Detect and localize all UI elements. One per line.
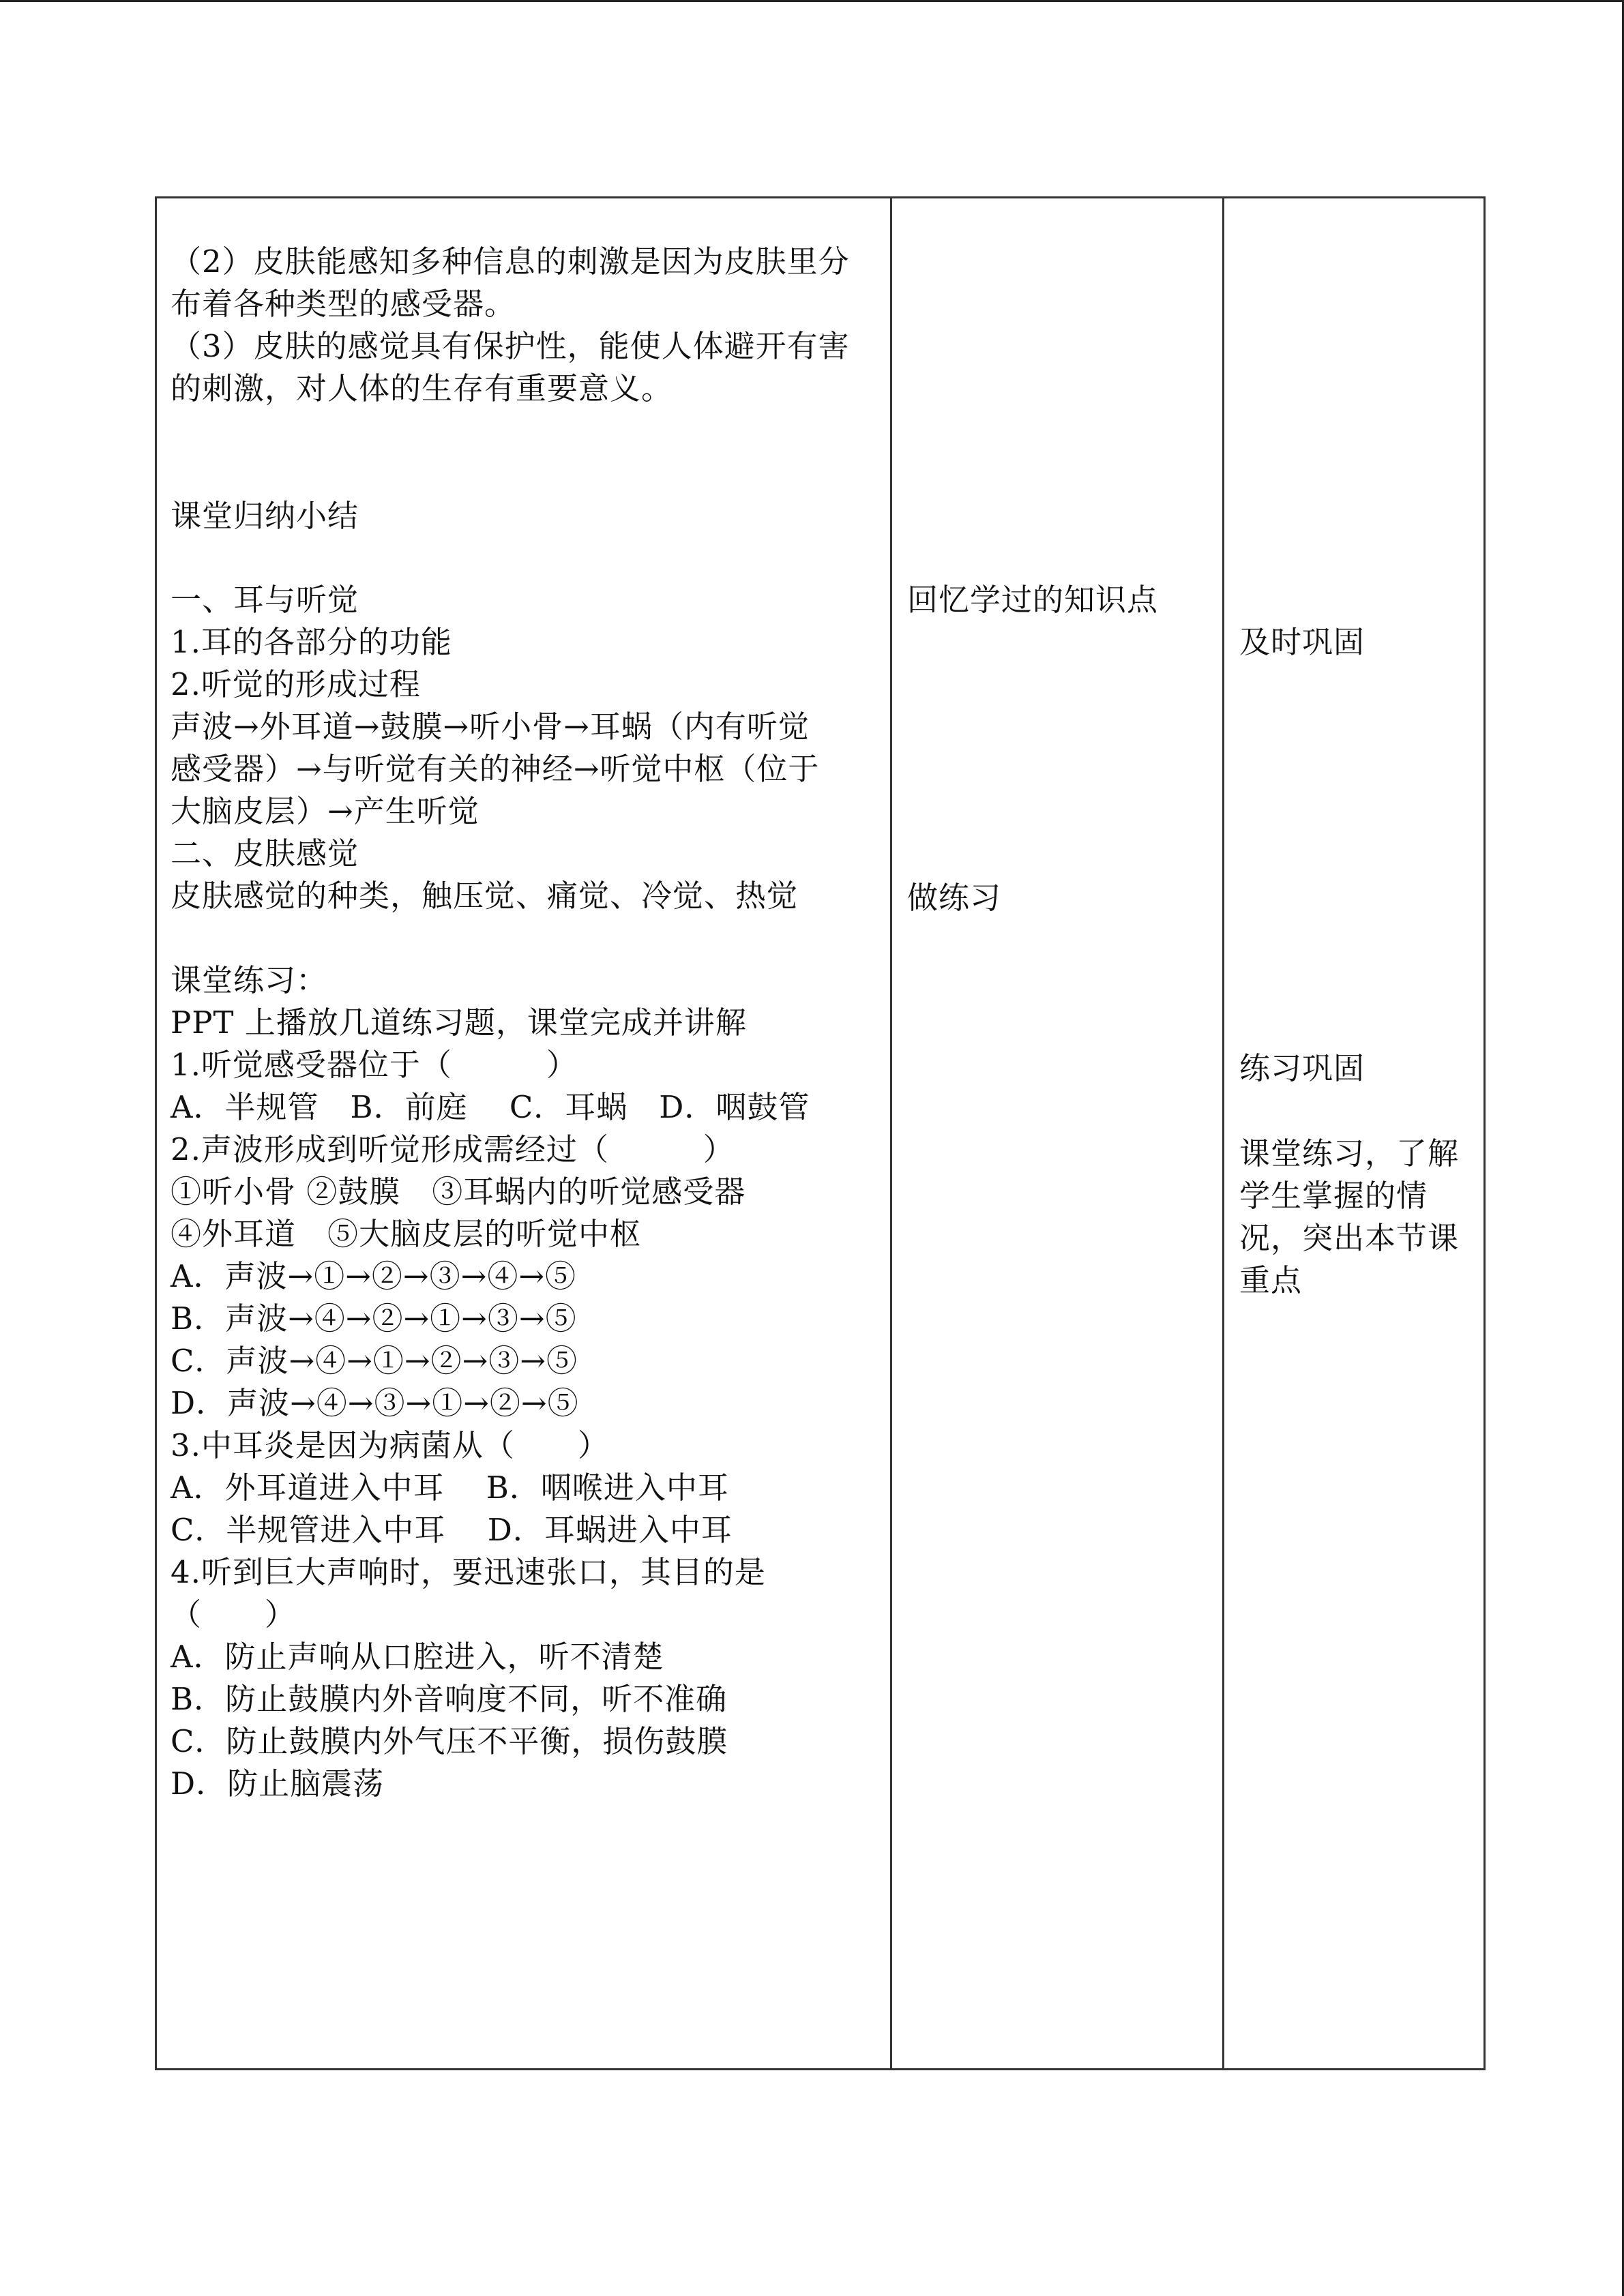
student-activity-cell — [892, 198, 1222, 2068]
section-heading-summary: 课堂归纳小结 — [171, 498, 359, 534]
content-line: 二、皮肤感觉 — [171, 835, 359, 871]
question-line: 4.听到巨大声响时，要迅速张口，其目的是 — [171, 1554, 766, 1590]
intent-line: 及时巩固 — [1239, 624, 1365, 660]
design-intent-cell — [1224, 198, 1486, 2068]
content-line: 感受器）→与听觉有关的神经→听觉中枢（位于 — [171, 751, 820, 787]
intent-line: 课堂练习，了解 — [1239, 1135, 1460, 1172]
lesson-plan-table — [155, 196, 1486, 2070]
question-line: 2.声波形成到听觉形成需经过（ ） — [171, 1131, 735, 1167]
content-line: （2）皮肤能感知多种信息的刺激是因为皮肤里分 — [171, 243, 850, 280]
option-line: B．防止鼓膜内外音响度不同，听不准确 — [171, 1681, 728, 1717]
content-line: （ ） — [171, 1596, 297, 1632]
content-line: 的刺激，对人体的生存有重要意义。 — [171, 370, 673, 406]
intent-line: 况，突出本节课 — [1239, 1220, 1460, 1256]
option-line: C．声波→④→①→②→③→⑤ — [171, 1343, 578, 1379]
section-heading-exercise: 课堂练习： — [171, 962, 328, 998]
intent-line: 学生掌握的情 — [1239, 1178, 1428, 1214]
content-line: 声波→外耳道→鼓膜→听小骨→耳蜗（内有听觉 — [171, 709, 810, 745]
activity-line: 回忆学过的知识点 — [907, 582, 1159, 618]
option-line: B．声波→④→②→①→③→⑤ — [171, 1300, 577, 1337]
page-top-border — [0, 0, 1624, 2]
teaching-content-cell — [157, 198, 890, 2068]
content-line: ④外耳道 ⑤大脑皮层的听觉中枢 — [171, 1216, 642, 1252]
content-line: PPT 上播放几道练习题，课堂完成并讲解 — [171, 1004, 747, 1041]
option-line: C．半规管进入中耳 D．耳蜗进入中耳 — [171, 1512, 733, 1548]
intent-line: 重点 — [1239, 1262, 1303, 1298]
option-line: D．防止脑震荡 — [171, 1765, 385, 1802]
content-line: 大脑皮层）→产生听觉 — [171, 793, 479, 829]
option-line: A．防止声响从口腔进入，听不清楚 — [171, 1639, 664, 1675]
option-line: A．声波→①→②→③→④→⑤ — [171, 1258, 577, 1294]
activity-line: 做练习 — [907, 880, 1002, 916]
content-line: 2.听觉的形成过程 — [171, 666, 421, 702]
content-line: 皮肤感觉的种类，触压觉、痛觉、冷觉、热觉 — [171, 878, 799, 914]
content-line: （3）皮肤的感觉具有保护性，能使人体避开有害 — [171, 328, 850, 364]
content-line: 一、耳与听觉 — [171, 582, 359, 618]
content-line: 1.耳的各部分的功能 — [171, 624, 452, 660]
question-line: 3.中耳炎是因为病菌从（ ） — [171, 1427, 609, 1463]
intent-line: 练习巩固 — [1239, 1050, 1365, 1086]
content-line: ①听小骨 ②鼓膜 ③耳蜗内的听觉感受器 — [171, 1174, 746, 1210]
option-line: C．防止鼓膜内外气压不平衡，损伤鼓膜 — [171, 1723, 728, 1759]
option-line: D．声波→④→③→①→②→⑤ — [171, 1385, 579, 1421]
content-line: 布着各种类型的感受器。 — [171, 286, 516, 322]
option-line: A．半规管 B．前庭 C．耳蜗 D．咽鼓管 — [171, 1089, 810, 1125]
question-line: 1.听觉感受器位于（ ） — [171, 1047, 578, 1083]
option-line: A．外耳道进入中耳 B．咽喉进入中耳 — [171, 1470, 729, 1506]
